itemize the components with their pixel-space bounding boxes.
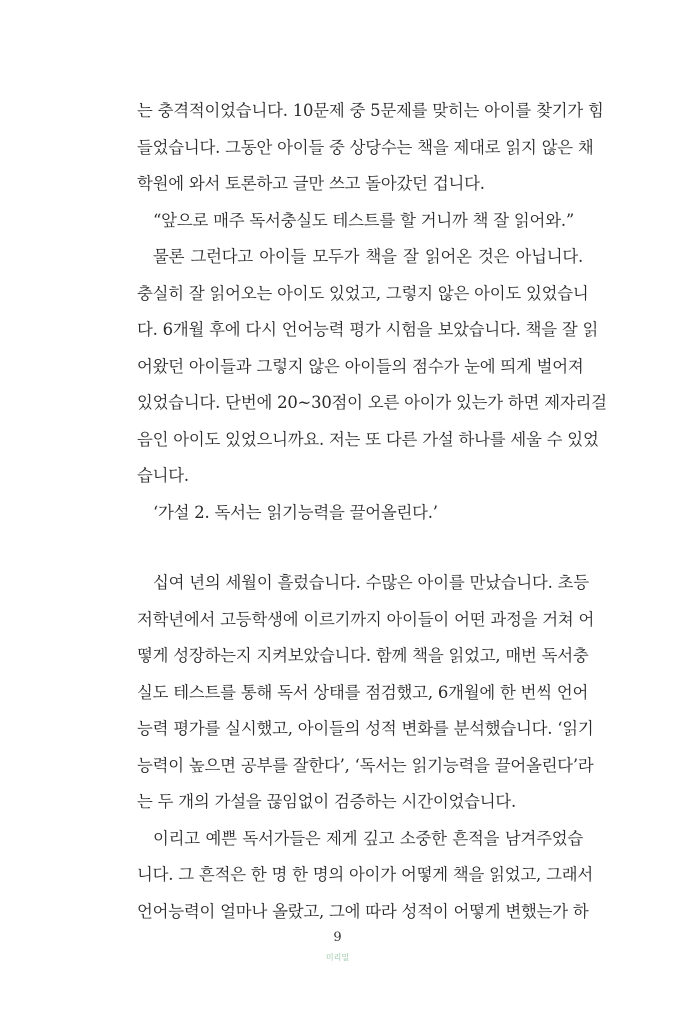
text-line: 는 충격적이었습니다. 10문제 중 5문제를 맞히는 아이를 찾기가 힘 bbox=[137, 101, 604, 120]
text-line: 언어능력이 얼마나 올랐고, 그에 따라 성적이 어떻게 변했는가 하 bbox=[137, 901, 589, 921]
text-line: 어왔던 아이들과 그렇지 않은 아이들의 점수가 눈에 띄게 벌어져 bbox=[137, 356, 584, 376]
text-line: 능력이 높으면 공부를 잘한다’, ‘독서는 읽기능력을 끌어올린다’라 bbox=[137, 755, 594, 775]
text-line: 들었습니다. 그동안 아이들 중 상당수는 책을 제대로 읽지 않은 채 bbox=[137, 137, 594, 157]
hypothesis-line: ‘가설 2. 독서는 읽기능력을 끌어올린다.’ bbox=[153, 502, 438, 522]
text-line: 니다. 그 흔적은 한 명 한 명의 아이가 어떻게 책을 읽었고, 그래서 bbox=[137, 865, 593, 884]
text-line: 있었습니다. 단번에 20~30점이 오른 아이가 있는가 하면 제자리걸 bbox=[137, 393, 607, 412]
text-line: 저학년에서 고등학생에 이르기까지 아이들이 어떤 과정을 거쳐 어 bbox=[137, 609, 595, 629]
text-line: 음인 아이도 있었으니까요. 저는 또 다른 가설 하나를 세울 수 있었 bbox=[137, 429, 599, 449]
page-body bbox=[137, 93, 607, 930]
text-line: 물론 그런다고 아이들 모두가 책을 잘 읽어온 것은 아닙니다. bbox=[153, 247, 583, 266]
text-line: 십여 년의 세월이 흘렀습니다. 수많은 아이를 만났습니다. 초등 bbox=[153, 573, 589, 592]
text-line: 학원에 와서 토론하고 글만 쓰고 돌아갔던 겁니다. bbox=[137, 174, 485, 193]
text-line: 이리고 예쁜 독서가들은 제게 깊고 소중한 흔적을 남겨주었습 bbox=[153, 828, 583, 848]
footer-mark: 미리밀 bbox=[325, 953, 350, 962]
text-line: 능력 평가를 실시했고, 아이들의 성적 변화를 분석했습니다. ‘읽기 bbox=[137, 719, 594, 738]
text-line: 실도 테스트를 통해 독서 상태를 점검했고, 6개월에 한 번씩 언어 bbox=[137, 682, 589, 702]
dialogue-line: “앞으로 매주 독서충실도 테스트를 할 거니까 책 잘 읽어와.” bbox=[153, 210, 575, 230]
paragraph-gap bbox=[137, 531, 583, 565]
text-line: 습니다. bbox=[137, 466, 189, 485]
text-line: 는 두 개의 가설을 끊임없이 검증하는 시간이었습니다. bbox=[137, 792, 517, 811]
page-number: 9 bbox=[333, 930, 342, 945]
text-line: 다. 6개월 후에 다시 언어능력 평가 시험을 보았습니다. 책을 잘 읽 bbox=[137, 320, 599, 339]
text-line: 떻게 성장하는지 지켜보았습니다. 함께 책을 읽었고, 매번 독서충 bbox=[137, 646, 589, 665]
text-line: 충실히 잘 읽어오는 아이도 있었고, 그렇지 않은 아이도 있었습니 bbox=[137, 283, 589, 303]
